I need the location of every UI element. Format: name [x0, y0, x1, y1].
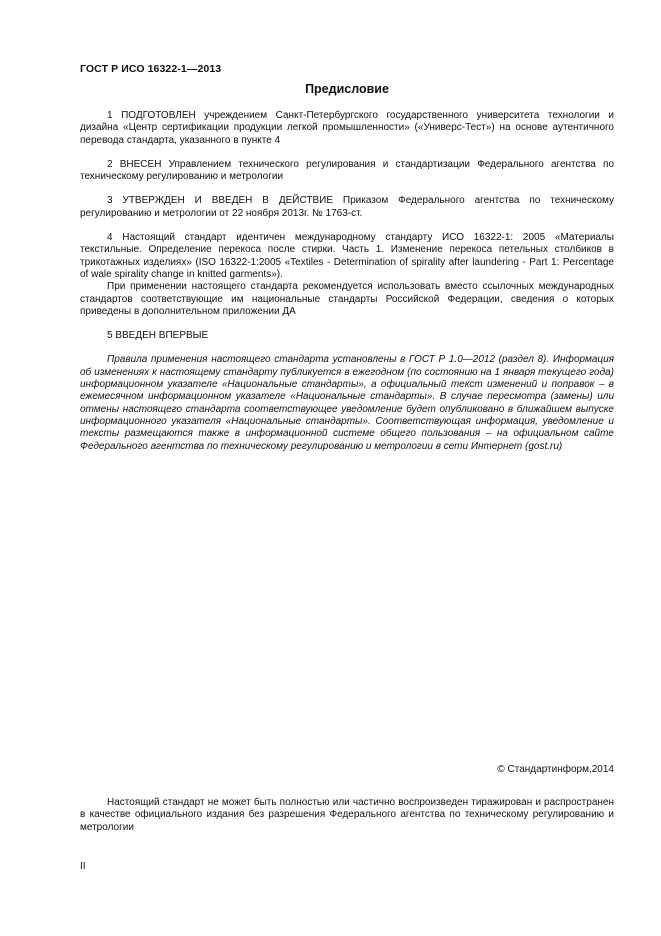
notice-paragraph: Правила применения настоящего стандарта установлены в ГОСТ Р 1.0—2012 (раздел 8). Информация об изменениях к настоящему стандарту публикуется в ежегодном (по состоянию на 1 января текущего года) информационном указателе «Национальные стандарты», а официальный текст изменений и поправок – в ежемесячном информационном указателе «Национальные стандарты». В случае пересмотра (замены) или отмены настоящего стандарта соответствующее уведомление будет опубликовано в ближайшем выпуске информационного указателя «Национальные стандарты». Соответствующая информация, уведомление и тексты размещаются также в информационной системе общего пользования – на официальном сайте Федерального агентства по техническому регулированию и метрологии в сети Интернет (gost.ru) [80, 354, 614, 452]
page-number: II [80, 861, 86, 872]
paragraph-prepared: 1 ПОДГОТОВЛЕН учреждением Санкт-Петербургского государственного университета технологии и дизайна «Центр сертификации продукции легкой промышленности» («Универс-Тест») на основе аутентичного перевода стандарта, указанного в пункте 4 [80, 110, 614, 146]
paragraph-references: При применении настоящего стандарта рекомендуется использовать вместо ссылочных международных стандартов соответствующие им национальные стандарты Российской Федерации, сведения о которых приведены в дополнительном приложении ДА [80, 281, 614, 317]
copyright-line: © Стандартинформ,2014 [497, 764, 614, 775]
paragraph-identical: 4 Настоящий стандарт идентичен международному стандарту ИСО 16322-1: 2005 «Материалы текстильные. Определение перекоса после стирки. Часть 1. Изменение перекоса петельных столбиков в трикотажных изделиях» (ISO 16322-1:2005 «Textiles - Determination of spirality after laundering - Part 1: Percentage of wale spirality change in knitted garments»). [80, 232, 614, 280]
reproduction-text: Настоящий стандарт не может быть полностью или частично воспроизведен тиражирован и распространен в качестве официального издания без разрешения Федерального агентства по техническому регулированию и метрологии [80, 797, 614, 833]
foreword-content [80, 110, 614, 453]
section-title: Предисловие [305, 82, 389, 96]
paragraph-first-introduced: 5 ВВЕДЕН ВПЕРВЫЕ [107, 330, 209, 342]
paragraph-introduced: 2 ВНЕСЕН Управлением технического регулирования и стандартизации Федерального агентства по техническому регулированию и метрологии [80, 158, 614, 183]
document-code: ГОСТ Р ИСО 16322-1—2013 [80, 63, 222, 75]
reproduction-notice [80, 797, 614, 834]
paragraph-approved: 3 УТВЕРЖДЕН И ВВЕДЕН В ДЕЙСТВИЕ Приказом Федерального агентства по техническому регулированию и метрологии от 22 ноября 2013г. № 1763-ст. [80, 195, 614, 219]
